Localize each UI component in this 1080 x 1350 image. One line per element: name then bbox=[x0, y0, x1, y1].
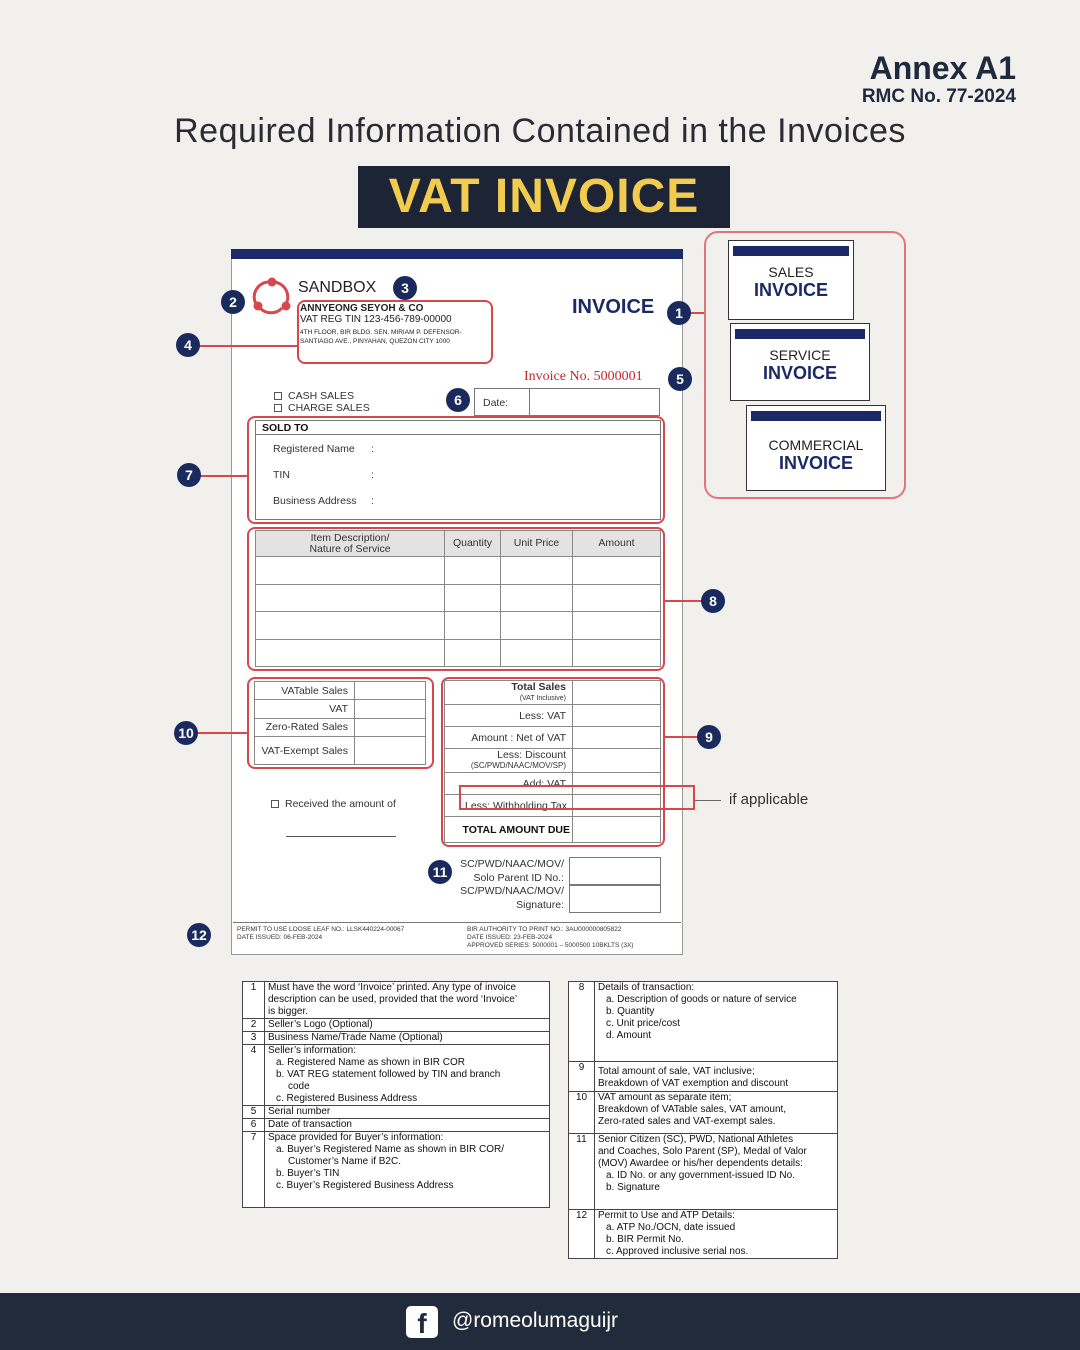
legend-number: 10 bbox=[569, 1092, 595, 1134]
legend-line: a. Registered Name as shown in BIR COR bbox=[276, 1057, 465, 1068]
legend-line: Date of transaction bbox=[268, 1119, 352, 1130]
seller-address-line: 4TH FLOOR, BIR BLDG. SEN. MIRIAM P. DEFENSOR- bbox=[300, 329, 462, 336]
vat-invoice-banner: VAT INVOICE bbox=[358, 166, 730, 228]
sc-id-line: SC/PWD/NAAC/MOV/ bbox=[460, 858, 564, 870]
legend-row bbox=[569, 1062, 838, 1092]
permit-line: DATE ISSUED: 06-FEB-2024 bbox=[237, 934, 323, 941]
sc-signature-box bbox=[569, 885, 661, 913]
legend-text bbox=[265, 982, 550, 1019]
less-withholding-label: Less: Withholding Tax bbox=[445, 795, 573, 817]
legend-text bbox=[595, 1062, 838, 1092]
col-amount-header: Amount bbox=[573, 531, 661, 557]
col-item-header bbox=[256, 531, 445, 557]
legend-line: b. VAT REG statement followed by TIN and branch bbox=[276, 1069, 501, 1080]
received-amount-line bbox=[286, 836, 396, 837]
legend-text bbox=[265, 1119, 550, 1132]
less-discount-label: Less: Discount bbox=[497, 749, 566, 761]
legend-line: c. Unit price/cost bbox=[606, 1018, 680, 1029]
legend-line: is bigger. bbox=[268, 1006, 309, 1017]
business-address-label: Business Address bbox=[273, 495, 357, 507]
legend-text bbox=[265, 1132, 550, 1208]
logo-text: SANDBOX bbox=[298, 279, 377, 296]
total-sales-label: Total Sales bbox=[511, 680, 566, 693]
vat-label: VAT bbox=[255, 700, 355, 718]
service-invoice-tile bbox=[730, 323, 870, 401]
legend-line: Permit to Use and ATP Details: bbox=[598, 1210, 735, 1221]
table-row bbox=[256, 584, 661, 612]
legend-left-table bbox=[242, 981, 550, 1208]
table-row bbox=[256, 612, 661, 640]
legend-line: d. Amount bbox=[606, 1030, 652, 1041]
checkbox-icon bbox=[271, 800, 279, 808]
atp-info bbox=[467, 926, 633, 950]
legend-text bbox=[595, 1134, 838, 1210]
rmc-number: RMC No. 77-2024 bbox=[861, 86, 1016, 107]
items-table bbox=[255, 530, 661, 667]
seller-info-highlight bbox=[297, 300, 493, 364]
tile-bar bbox=[735, 329, 865, 339]
legend-line: description can be used, provided that the word ‘Invoice’ bbox=[268, 994, 518, 1005]
legend-line: a. Buyer’s Registered Name as shown in BIR COR/ bbox=[276, 1144, 505, 1155]
page-title: Required Information Contained in the Invoices bbox=[174, 112, 906, 150]
legend-line: c. Buyer’s Registered Business Address bbox=[276, 1180, 454, 1191]
sc-pwd-labels bbox=[446, 858, 564, 912]
legend-line: (MOV) Awardee or his/her dependents details: bbox=[598, 1158, 803, 1169]
tile-bar bbox=[751, 411, 881, 421]
marker-1: 1 bbox=[667, 301, 691, 325]
legend-text bbox=[595, 1092, 838, 1134]
legend-line: code bbox=[288, 1081, 310, 1092]
col-item-line: Nature of Service bbox=[309, 542, 391, 555]
sc-sig-line: Signature: bbox=[516, 898, 564, 911]
legend-number: 8 bbox=[569, 982, 595, 1062]
legend-right-table bbox=[568, 981, 838, 1259]
legend-number: 9 bbox=[569, 1062, 595, 1092]
legend-row bbox=[243, 1106, 550, 1119]
vat-inclusive-label: (VAT Inclusive) bbox=[519, 694, 566, 702]
connector-line bbox=[198, 732, 248, 734]
sold-to-label: SOLD TO bbox=[262, 422, 309, 434]
colon: : bbox=[371, 495, 374, 507]
legend-line: Seller’s Logo (Optional) bbox=[268, 1019, 373, 1030]
legend-number: 6 bbox=[243, 1119, 265, 1132]
if-applicable-note: if applicable bbox=[729, 791, 809, 808]
invoice-serial-number: Invoice No. 5000001 bbox=[524, 369, 643, 384]
legend-number: 4 bbox=[243, 1045, 265, 1106]
legend-line: Zero-rated sales and VAT-exempt sales. bbox=[598, 1116, 776, 1127]
legend-number: 12 bbox=[569, 1210, 595, 1259]
vat-exempt-label: VAT-Exempt Sales bbox=[255, 737, 355, 765]
invoice-title: INVOICE bbox=[572, 296, 655, 318]
charge-sales-option bbox=[274, 402, 370, 414]
annex-block bbox=[862, 50, 1016, 108]
legend-row bbox=[569, 982, 838, 1062]
withholding-highlight bbox=[459, 785, 695, 810]
marker-9: 9 bbox=[697, 725, 721, 749]
legend-text bbox=[595, 982, 838, 1062]
date-label: Date: bbox=[483, 397, 509, 409]
legend-number: 1 bbox=[243, 982, 265, 1019]
legend-line: Senior Citizen (SC), PWD, National Athletes bbox=[598, 1134, 794, 1145]
marker-4: 4 bbox=[176, 333, 200, 357]
connector-line bbox=[665, 600, 703, 602]
received-amount-option bbox=[271, 798, 396, 810]
connector-line bbox=[196, 345, 298, 347]
legend-line: Business Name/Trade Name (Optional) bbox=[268, 1032, 443, 1043]
legend-text bbox=[265, 1032, 550, 1045]
legend-line: Serial number bbox=[268, 1106, 331, 1117]
col-quantity-header: Quantity bbox=[445, 531, 501, 557]
legend-row bbox=[569, 1210, 838, 1259]
seller-name: ANNYEONG SEYOH & CO bbox=[300, 303, 424, 314]
marker-3: 3 bbox=[393, 276, 417, 300]
legend-line: a. ATP No./OCN, date issued bbox=[606, 1222, 736, 1233]
marker-12: 12 bbox=[187, 923, 211, 947]
sc-sig-line: SC/PWD/NAAC/MOV/ bbox=[460, 885, 564, 897]
add-vat-label: Add: VAT bbox=[445, 773, 573, 795]
legend-line: VAT amount as separate item; bbox=[598, 1092, 732, 1103]
sold-to-box bbox=[255, 420, 661, 520]
legend-text bbox=[595, 1210, 838, 1259]
sc-id-line: Solo Parent ID No.: bbox=[473, 871, 564, 884]
tile-label-bold: INVOICE bbox=[762, 363, 837, 383]
legend-line: Customer’s Name if B2C. bbox=[288, 1156, 401, 1167]
commercial-invoice-tile bbox=[746, 405, 886, 491]
footer-divider bbox=[233, 922, 681, 923]
checkbox-icon bbox=[274, 392, 282, 400]
less-vat-label: Less: VAT bbox=[445, 705, 573, 727]
sc-id-box bbox=[569, 857, 661, 885]
connector-line bbox=[198, 475, 248, 477]
legend-row bbox=[243, 1032, 550, 1045]
legend-line: and Coaches, Solo Parent (SP), Medal of Valor bbox=[598, 1146, 807, 1157]
legend-line: Space provided for Buyer’s information: bbox=[268, 1132, 444, 1143]
marker-11: 11 bbox=[428, 860, 452, 884]
seller-address-line: SANTIAGO AVE., PINYAHAN, QUEZON CITY 1000 bbox=[300, 338, 450, 345]
tile-label-bold: INVOICE bbox=[753, 280, 828, 300]
vatable-sales-label: VATable Sales bbox=[255, 682, 355, 700]
legend-number: 7 bbox=[243, 1132, 265, 1208]
legend-number: 3 bbox=[243, 1032, 265, 1045]
charge-sales-label: CHARGE SALES bbox=[288, 402, 370, 414]
zero-rated-label: Zero-Rated Sales bbox=[255, 718, 355, 736]
legend-row bbox=[243, 1119, 550, 1132]
discount-types-label: (SC/PWD/NAAC/MOV/SP) bbox=[470, 761, 566, 770]
facebook-icon[interactable]: f bbox=[406, 1306, 438, 1338]
colon: : bbox=[371, 469, 374, 481]
legend-line: b. Signature bbox=[606, 1182, 660, 1193]
date-divider bbox=[529, 389, 530, 415]
tile-label: SALES bbox=[768, 264, 814, 280]
col-unit-price-header: Unit Price bbox=[501, 531, 573, 557]
if-applicable-line bbox=[695, 800, 721, 801]
checkbox-icon bbox=[274, 404, 282, 412]
legend-line: a. Description of goods or nature of service bbox=[606, 994, 797, 1005]
tile-bar bbox=[733, 246, 849, 256]
cash-sales-label: CASH SALES bbox=[288, 390, 354, 402]
legend-line: b. BIR Permit No. bbox=[606, 1234, 684, 1245]
permit-info bbox=[237, 926, 404, 942]
table-row bbox=[256, 639, 661, 667]
legend-line: c. Approved inclusive serial nos. bbox=[606, 1246, 749, 1257]
tile-label: SERVICE bbox=[769, 347, 831, 363]
marker-5: 5 bbox=[668, 367, 692, 391]
legend-row bbox=[569, 1092, 838, 1134]
legend-line: Total amount of sale, VAT inclusive; bbox=[598, 1066, 755, 1077]
legend-line: Must have the word ‘Invoice’ printed. Any type of invoice bbox=[268, 982, 517, 993]
atp-line: APPROVED SERIES: 5000001 – 5000500 10BKLTS (3X) bbox=[467, 942, 634, 949]
legend-number: 11 bbox=[569, 1134, 595, 1210]
tin-label: TIN bbox=[273, 469, 290, 481]
legend-row bbox=[243, 982, 550, 1019]
legend-row bbox=[243, 1019, 550, 1032]
amount-net-label: Amount : Net of VAT bbox=[445, 727, 573, 749]
received-amount-label: Received the amount of bbox=[285, 798, 396, 810]
cash-sales-option bbox=[274, 390, 354, 402]
invoice-top-bar bbox=[231, 249, 683, 259]
marker-10: 10 bbox=[174, 721, 198, 745]
legend-text bbox=[265, 1045, 550, 1106]
social-handle[interactable]: @romeolumaguijr bbox=[452, 1309, 619, 1332]
permit-line: PERMIT TO USE LOOSE LEAF NO.: LLSK440224-00067 bbox=[237, 926, 405, 933]
annex-title: Annex A1 bbox=[869, 50, 1016, 86]
colon: : bbox=[371, 443, 374, 455]
marker-6: 6 bbox=[446, 388, 470, 412]
registered-name-label: Registered Name bbox=[273, 443, 355, 455]
seller-vat-reg: VAT REG TIN 123-456-789-00000 bbox=[300, 314, 452, 325]
marker-7: 7 bbox=[177, 463, 201, 487]
sales-invoice-tile bbox=[728, 240, 854, 320]
legend-row bbox=[569, 1134, 838, 1210]
table-row bbox=[256, 557, 661, 585]
tile-label: COMMERCIAL bbox=[768, 437, 864, 453]
legend-number: 2 bbox=[243, 1019, 265, 1032]
legend-line: c. Registered Business Address bbox=[276, 1093, 418, 1104]
legend-text bbox=[265, 1106, 550, 1119]
totals-table bbox=[444, 680, 661, 843]
legend-line: Breakdown of VAT exemption and discount bbox=[598, 1078, 789, 1089]
tile-label-bold: INVOICE bbox=[778, 453, 853, 473]
legend-row bbox=[243, 1045, 550, 1106]
atp-line: BIR AUTHORITY TO PRINT NO.: 3AU000000805822 bbox=[467, 926, 622, 933]
legend-line: Breakdown of VATable sales, VAT amount, bbox=[598, 1104, 787, 1115]
sold-to-header-row bbox=[256, 421, 660, 435]
marker-2: 2 bbox=[221, 290, 245, 314]
total-amount-due-label: TOTAL AMOUNT DUE bbox=[445, 817, 573, 843]
legend-line: b. Buyer’s TIN bbox=[276, 1168, 340, 1179]
sandbox-logo-icon bbox=[250, 276, 294, 318]
legend-text bbox=[265, 1019, 550, 1032]
connector-line bbox=[665, 736, 699, 738]
legend-line: a. ID No. or any government-issued ID No. bbox=[606, 1170, 795, 1181]
legend-line: Details of transaction: bbox=[598, 982, 695, 993]
atp-line: DATE ISSUED: 23-FEB-2024 bbox=[467, 934, 553, 941]
legend-line: Seller’s information: bbox=[268, 1045, 357, 1056]
legend-row bbox=[243, 1132, 550, 1208]
marker-8: 8 bbox=[701, 589, 725, 613]
legend-number: 5 bbox=[243, 1106, 265, 1119]
date-field bbox=[474, 388, 660, 416]
col-item-line: Item Description/ bbox=[310, 531, 390, 544]
vat-breakdown-table bbox=[254, 681, 426, 765]
legend-line: b. Quantity bbox=[606, 1006, 655, 1017]
